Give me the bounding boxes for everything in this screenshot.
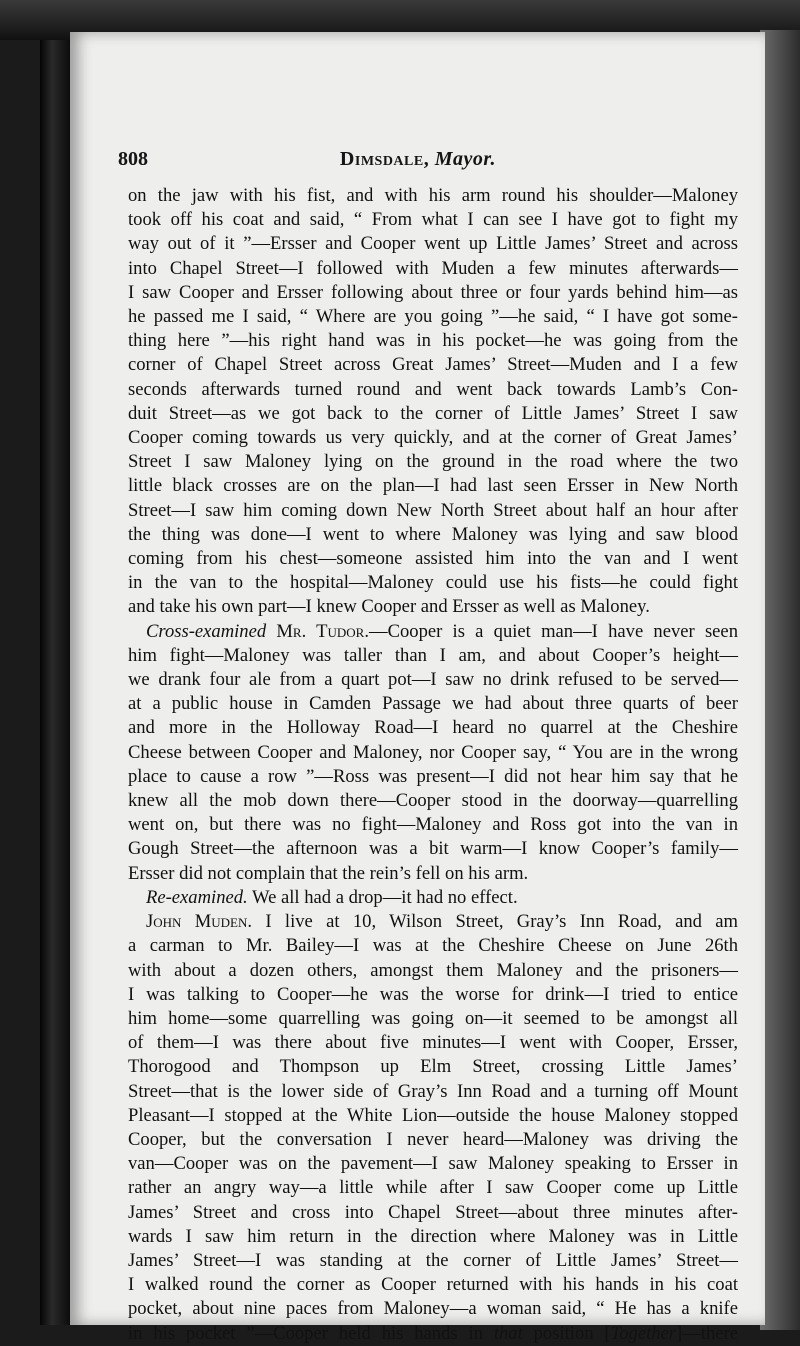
book-binding bbox=[40, 40, 70, 1325]
text-line bbox=[128, 620, 738, 644]
line-segment: John Muden. bbox=[146, 911, 253, 933]
line-segment: Together bbox=[610, 1322, 677, 1344]
line-segment: corner of Chapel Street across Great James’ Street—Muden and I a few bbox=[128, 354, 738, 376]
text-line bbox=[128, 765, 738, 789]
text-line bbox=[128, 813, 738, 837]
text-line bbox=[128, 934, 738, 958]
line-segment: Street—I saw him coming down New North Street about half an hour after bbox=[128, 499, 738, 521]
text-line bbox=[128, 983, 738, 1007]
line-segment: he passed me I said, “ Where are you going ”—he said, “ I have got some- bbox=[128, 306, 738, 328]
line-segment: position [ bbox=[522, 1322, 611, 1344]
text-line bbox=[128, 1176, 738, 1200]
page-body-text bbox=[128, 184, 738, 1346]
running-head bbox=[118, 148, 718, 171]
page-edge bbox=[760, 30, 800, 1330]
text-line bbox=[128, 644, 738, 668]
line-segment: We all had a drop—it had no effect. bbox=[247, 886, 518, 908]
line-segment: coming from his chest—someone assisted him into the van and I went bbox=[128, 548, 738, 570]
line-segment: Mr. Tudor. bbox=[276, 620, 369, 642]
line-segment: and take his own part—I knew Cooper and Ersser as well as Maloney. bbox=[128, 596, 650, 618]
text-line bbox=[128, 523, 738, 547]
line-segment: Cooper, but the conversation I never heard—Maloney was driving the bbox=[128, 1128, 738, 1150]
text-line bbox=[128, 837, 738, 861]
line-segment: the thing was done—I went to where Maloney was lying and saw blood bbox=[128, 523, 738, 545]
line-segment: ]—there bbox=[676, 1322, 738, 1344]
text-line bbox=[128, 595, 738, 619]
line-segment: of them—I was there about five minutes—I went with Cooper, Ersser, bbox=[128, 1032, 738, 1054]
line-segment: a carman to Mr. Bailey—I was at the Cheshire Cheese on June 26th bbox=[128, 935, 738, 957]
book-page bbox=[70, 32, 765, 1344]
line-segment: took off his coat and said, “ From what I can see I have got to fight my bbox=[128, 209, 738, 231]
running-head-office: Mayor. bbox=[434, 148, 497, 170]
line-segment: Pleasant—I stopped at the White Lion—outside the house Maloney stopped bbox=[128, 1104, 738, 1126]
text-line bbox=[128, 910, 738, 934]
text-line bbox=[128, 1297, 738, 1321]
line-segment: that bbox=[493, 1322, 523, 1344]
text-line bbox=[128, 862, 738, 886]
line-segment: and more in the Holloway Road—I heard no quarrel at the Cheshire bbox=[128, 717, 738, 739]
text-line bbox=[128, 1249, 738, 1273]
line-segment: thing here ”—his right hand was in his pocket—he was going from the bbox=[128, 330, 738, 352]
text-line bbox=[128, 1055, 738, 1079]
line-segment: Street I saw Maloney lying on the ground in the road where the two bbox=[128, 451, 738, 473]
text-line bbox=[128, 305, 738, 329]
line-segment: James’ Street—I was standing at the corner of Little James’ Street— bbox=[128, 1249, 738, 1271]
line-segment: I was talking to Cooper—he was the worse for drink—I tried to entice bbox=[128, 983, 738, 1005]
line-segment: —Cooper is a quiet man—I have never seen bbox=[368, 620, 738, 642]
text-line bbox=[128, 1104, 738, 1128]
text-line bbox=[128, 1128, 738, 1152]
page-number: 808 bbox=[118, 148, 148, 170]
text-line bbox=[128, 741, 738, 765]
line-segment: him fight—Maloney was taller than I am, and about Cooper’s height— bbox=[128, 644, 738, 666]
line-segment: went on, but there was no fight—Maloney and Ross got into the van in bbox=[128, 814, 738, 836]
text-line bbox=[128, 716, 738, 740]
line-segment: Cheese between Cooper and Maloney, nor Cooper say, “ You are in the wrong bbox=[128, 741, 738, 763]
text-line bbox=[128, 378, 738, 402]
line-segment: I saw Cooper and Ersser following about three or four yards behind him—as bbox=[128, 281, 738, 303]
line-segment: with about a dozen others, amongst them Maloney and the prisoners— bbox=[128, 959, 738, 981]
text-line bbox=[128, 426, 738, 450]
text-line bbox=[128, 1273, 738, 1297]
line-segment: Re-examined. bbox=[146, 886, 248, 908]
line-segment: little black crosses are on the plan—I had last seen Ersser in New North bbox=[128, 475, 738, 497]
line-segment: Street—that is the lower side of Gray’s Inn Road and a turning off Mount bbox=[128, 1080, 738, 1102]
text-line bbox=[128, 184, 738, 208]
text-line bbox=[128, 571, 738, 595]
text-line bbox=[128, 329, 738, 353]
text-line bbox=[128, 789, 738, 813]
line-segment: I walked round the corner as Cooper returned with his hands in his coat bbox=[128, 1274, 738, 1296]
text-line bbox=[128, 1225, 738, 1249]
text-line bbox=[128, 959, 738, 983]
line-segment: Gough Street—the afternoon was a bit warm—I know Cooper’s family— bbox=[128, 838, 738, 860]
line-segment: duit Street—as we got back to the corner of Little James’ Street I saw bbox=[128, 402, 738, 424]
line-segment: we drank four ale from a quart pot—I saw no drink refused to be served— bbox=[128, 669, 738, 691]
text-line bbox=[128, 257, 738, 281]
text-line bbox=[128, 450, 738, 474]
line-segment: into Chapel Street—I followed with Muden a few minutes afterwards— bbox=[128, 257, 738, 279]
text-line bbox=[128, 668, 738, 692]
line-segment: Ersser did not complain that the rein’s fell on his arm. bbox=[128, 862, 529, 884]
text-line bbox=[128, 232, 738, 256]
text-line bbox=[128, 1007, 738, 1031]
text-line bbox=[128, 886, 738, 910]
text-line bbox=[128, 1031, 738, 1055]
line-segment: place to cause a row ”—Ross was present—I did not hear him say that he bbox=[128, 765, 738, 787]
running-head-name: Dimsdale, bbox=[339, 148, 430, 170]
line-segment: at a public house in Camden Passage we had about three quarts of beer bbox=[128, 693, 738, 715]
page-header bbox=[118, 142, 718, 172]
text-line bbox=[128, 1322, 738, 1346]
line-segment: him home—some quarrelling was going on—it seemed to be amongst all bbox=[128, 1007, 738, 1029]
text-line bbox=[128, 547, 738, 571]
line-segment: in his pocket ”—Cooper held his hands in bbox=[128, 1322, 494, 1344]
text-line bbox=[128, 281, 738, 305]
text-line bbox=[128, 402, 738, 426]
line-segment: I live at 10, Wilson Street, Gray’s Inn Road, and am bbox=[252, 911, 738, 933]
text-line bbox=[128, 1152, 738, 1176]
line-segment: way out of it ”—Ersser and Cooper went up Little James’ Street and across bbox=[128, 233, 738, 255]
line-segment: Thorogood and Thompson up Elm Street, crossing Little James’ bbox=[128, 1056, 738, 1078]
text-line bbox=[128, 1201, 738, 1225]
text-line bbox=[128, 692, 738, 716]
line-segment: on the jaw with his fist, and with his arm round his shoulder—Maloney bbox=[128, 185, 738, 206]
line-segment: in the van to the hospital—Maloney could use his fists—he could fight bbox=[128, 572, 738, 594]
line-segment: James’ Street and cross into Chapel Street—about three minutes after- bbox=[128, 1201, 738, 1223]
line-segment: knew all the mob down there—Cooper stood in the doorway—quarrelling bbox=[128, 790, 738, 812]
text-line bbox=[128, 208, 738, 232]
text-line bbox=[128, 1080, 738, 1104]
line-segment: Cooper coming towards us very quickly, and at the corner of Great James’ bbox=[128, 427, 738, 449]
line-segment: rather an angry way—a little while after I saw Cooper come up Little bbox=[128, 1177, 738, 1199]
text-line bbox=[128, 474, 738, 498]
line-segment: Cross-examined bbox=[146, 620, 267, 642]
line-segment: pocket, about nine paces from Maloney—a woman said, “ He has a knife bbox=[128, 1298, 738, 1320]
line-segment: seconds afterwards turned round and went back towards Lamb’s Con- bbox=[128, 378, 738, 400]
text-line bbox=[128, 353, 738, 377]
text-line bbox=[128, 499, 738, 523]
line-segment: wards I saw him return in the direction where Maloney was in Little bbox=[128, 1225, 738, 1247]
line-segment: van—Cooper was on the pavement—I saw Maloney speaking to Ersser in bbox=[128, 1153, 738, 1175]
